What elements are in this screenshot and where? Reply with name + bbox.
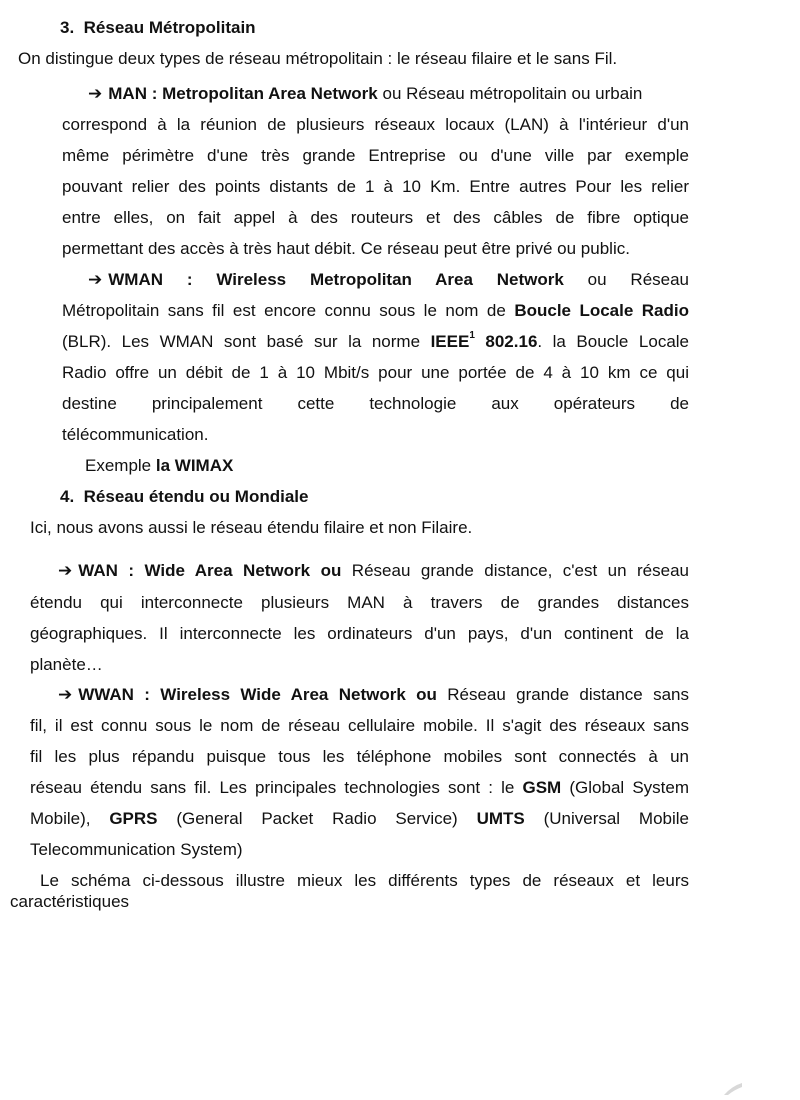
wan-term: WAN : Wide Area Network ou: [78, 561, 342, 580]
wman-line-3-tail: . la Boucle Locale: [537, 332, 689, 351]
wwan-line-4: [30, 777, 689, 799]
man-line-5: entre elles, on fait appel à des routeurs et des câbles de fibre optique: [62, 208, 689, 227]
arrow-right-icon: ➔: [58, 685, 73, 704]
wman-line-3: [62, 331, 689, 353]
section-4-title: Réseau étendu ou Mondiale: [83, 487, 309, 506]
ieee-number: 802.16: [474, 332, 538, 351]
wman-line-4: Radio offre un débit de 1 à 10 Mbit/s pour une portée de 4 à 10 km ce qui: [62, 363, 689, 382]
man-line-3: même périmètre d'une très grande Entreprise ou d'une ville par exemple: [62, 146, 689, 165]
wman-line-2: [62, 300, 689, 322]
wan-paragraph-line-1: [58, 560, 689, 582]
gsm-expansion: (Global System: [561, 778, 689, 797]
wan-line-4: planète…: [30, 655, 103, 674]
wman-example: [85, 455, 233, 477]
wan-line-3: géographiques. Il interconnecte les ordinateurs d'un pays, d'un continent de la: [30, 624, 689, 643]
wan-line-2: étendu qui interconnecte plusieurs MAN à travers de grandes distances: [30, 593, 689, 612]
wwan-line-1-text: Réseau grande distance sans: [436, 685, 689, 704]
man-line-1-text: ou Réseau métropolitain ou urbain: [377, 84, 643, 103]
wman-term: WMAN : Wireless Metropolitan Area Network: [108, 270, 564, 289]
wman-line-6: télécommunication.: [62, 425, 209, 444]
wan-line-1-text: Réseau grande distance, c'est un réseau: [341, 561, 689, 580]
arrow-right-icon: ➔: [88, 270, 103, 289]
wman-line-2-text: Métropolitain sans fil est encore connu sous le nom de: [62, 301, 515, 320]
section-4-number: 4.: [60, 487, 75, 506]
section-3-title: Réseau Métropolitain: [83, 18, 256, 37]
wman-paragraph-line-1: [88, 269, 689, 291]
closing-line-2: caractéristiques: [10, 892, 130, 911]
arrow-right-icon: ➔: [88, 84, 103, 103]
section-3-heading: [60, 17, 256, 39]
gprs-expansion: (General Packet Radio Service): [157, 809, 477, 828]
wman-line-3-text: (BLR). Les WMAN sont basé sur la norme: [62, 332, 431, 351]
section-3-intro: On distingue deux types de réseau métropolitain : le réseau filaire et le sans Fil.: [18, 49, 618, 68]
wwan-line-5-text: Mobile),: [30, 809, 110, 828]
section-4-intro: Ici, nous avons aussi le réseau étendu filaire et non Filaire.: [30, 518, 473, 537]
section-3-number: 3.: [60, 18, 75, 37]
wwan-line-3: fil les plus répandu puisque tous les téléphone mobiles sont connectés à un: [30, 747, 689, 766]
section-4-heading: [60, 486, 308, 508]
wman-line-1-text: ou Réseau: [563, 270, 690, 289]
wman-line-5: destine principalement cette technologie aux opérateurs de: [62, 394, 689, 413]
man-line-6: permettant des accès à très haut débit. Ce réseau peut être privé ou public.: [62, 239, 630, 258]
example-label: Exemple: [85, 456, 156, 475]
wwan-line-4-text: réseau étendu sans fil. Les principales technologies sont : le: [30, 778, 523, 797]
man-line-2: correspond à la réunion de plusieurs réseaux locaux (LAN) à l'intérieur d'un: [62, 115, 689, 134]
blr-term: Boucle Locale Radio: [514, 301, 690, 320]
umts-expansion: (Universal Mobile: [524, 809, 690, 828]
wwan-line-5: [30, 808, 689, 830]
wwan-paragraph-line-1: [58, 684, 689, 706]
example-value: la WIMAX: [155, 456, 234, 475]
page-corner-mark: [722, 1082, 744, 1096]
man-paragraph-line-1: [88, 83, 642, 105]
ieee-term: IEEE: [430, 332, 470, 351]
footnote-ref: 1: [469, 330, 475, 342]
closing-line-1: Le schéma ci-dessous illustre mieux les différents types de réseaux et leurs: [40, 871, 689, 890]
umts-term: UMTS: [476, 809, 525, 828]
man-term: MAN : Metropolitan Area Network: [108, 84, 378, 103]
wwan-term: WWAN : Wireless Wide Area Network ou: [78, 685, 437, 704]
wwan-line-2: fil, il est connu sous le nom de réseau cellulaire mobile. Il s'agit des réseaux sans: [30, 716, 689, 735]
gsm-term: GSM: [522, 778, 562, 797]
wwan-line-6: Telecommunication System): [30, 840, 243, 859]
man-line-4: pouvant relier des points distants de 1 à 10 Km. Entre autres Pour les relier: [62, 177, 689, 196]
arrow-right-icon: ➔: [58, 561, 73, 580]
gprs-term: GPRS: [109, 809, 158, 828]
